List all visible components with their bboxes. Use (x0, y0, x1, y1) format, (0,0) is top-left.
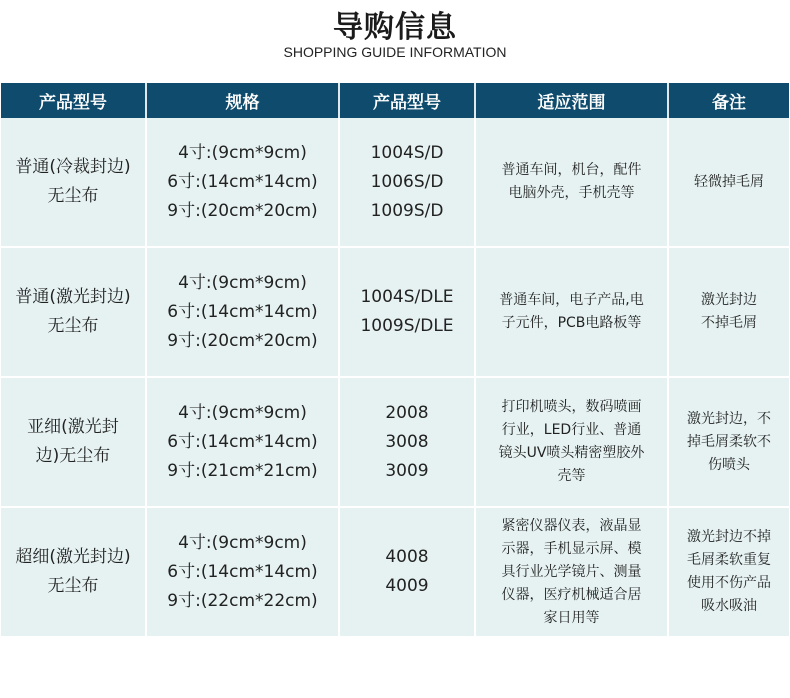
product-name-cell (1, 118, 146, 247)
note-text: 激光封边，不 掉毛屑柔软不 伤喷头 (687, 410, 771, 473)
table-header-row (1, 83, 789, 118)
spec-cell (146, 507, 339, 637)
scope-cell (475, 377, 668, 507)
column-header-scope: 适应范围 (475, 83, 668, 118)
model-list: 1004S/DLE 1009S/DLE (360, 287, 454, 336)
scope-cell (475, 247, 668, 377)
shopping-guide-table (1, 83, 789, 638)
product-name: 普通(冷裁封边) 无尘布 (15, 157, 131, 206)
product-name: 普通(激光封边) 无尘布 (15, 287, 131, 336)
table-row (1, 118, 789, 247)
table-row (1, 377, 789, 507)
page-subtitle: SHOPPING GUIDE INFORMATION (283, 44, 507, 60)
note-cell (668, 377, 789, 507)
column-header-model: 产品型号 (1, 83, 146, 118)
spec-list: 4寸:(9cm*9cm) 6寸:(14cm*14cm) 9寸:(21cm*21cm) (167, 402, 318, 481)
scope-text: 紧密仪器仪表，液晶显 示器，手机显示屏、模 具行业光学镜片、测量 仪器，医疗机械适合居 家日用等 (501, 517, 642, 626)
note-text: 激光封边 不掉毛屑 (701, 292, 757, 331)
model-cell (339, 377, 475, 507)
column-header-spec: 规格 (146, 83, 339, 118)
model-list: 2008 3008 3009 (385, 402, 429, 481)
note-cell (668, 507, 789, 637)
scope-text: 打印机喷头，数码喷画 行业，LED行业、普通 镜头UV喷头精密塑胶外 壳等 (498, 399, 645, 484)
note-text: 激光封边不掉 毛屑柔软重复 使用不伤产品 吸水吸油 (687, 529, 771, 614)
scope-cell (475, 118, 668, 247)
column-header-note: 备注 (668, 83, 789, 118)
column-header-model-code: 产品型号 (339, 83, 475, 118)
scope-text: 普通车间，机台，配件 电脑外壳，手机壳等 (501, 162, 642, 201)
product-name: 亚细(激光封 边)无尘布 (27, 417, 119, 466)
spec-cell (146, 377, 339, 507)
scope-cell (475, 507, 668, 637)
table-row (1, 247, 789, 377)
model-list: 1004S/D 1006S/D 1009S/D (370, 142, 444, 221)
product-name-cell (1, 377, 146, 507)
model-cell (339, 507, 475, 637)
product-name-cell (1, 247, 146, 377)
scope-text: 普通车间，电子产品,电 子元件，PCB电路板等 (499, 292, 644, 331)
spec-cell (146, 118, 339, 247)
model-cell (339, 247, 475, 377)
model-list: 4008 4009 (385, 547, 429, 596)
spec-list: 4寸:(9cm*9cm) 6寸:(14cm*14cm) 9寸:(20cm*20cm) (167, 142, 318, 221)
spec-list: 4寸:(9cm*9cm) 6寸:(14cm*14cm) 9寸:(20cm*20cm) (167, 272, 318, 351)
table-row (1, 507, 789, 637)
spec-cell (146, 247, 339, 377)
note-text: 轻微掉毛屑 (694, 173, 764, 190)
model-cell (339, 118, 475, 247)
note-cell (668, 118, 789, 247)
product-name-cell (1, 507, 146, 637)
product-name: 超细(激光封边) 无尘布 (15, 547, 131, 596)
note-cell (668, 247, 789, 377)
page-title: 导购信息 (333, 10, 457, 45)
spec-list: 4寸:(9cm*9cm) 6寸:(14cm*14cm) 9寸:(22cm*22cm) (167, 532, 318, 611)
